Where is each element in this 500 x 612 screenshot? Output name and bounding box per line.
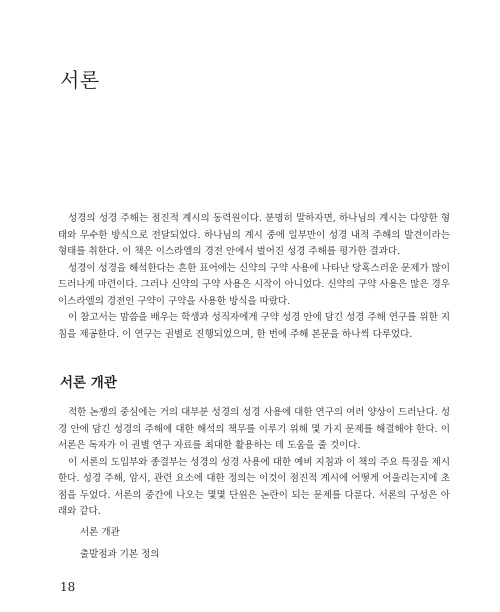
section-outline <box>80 522 159 566</box>
overview-body <box>58 405 450 521</box>
outline-item: 출발점과 기본 정의 <box>80 549 160 560</box>
chapter-title: 서론 <box>60 68 100 92</box>
intro-body <box>58 211 450 343</box>
page-number: 18 <box>60 580 76 594</box>
section-heading: 서론 개관 <box>60 375 117 391</box>
intro-paragraph: 이 참고서는 맘씀을 배우는 학생과 성직자에게 구약 성경 안에 담긴 성경 주해 연구를 위한 지침을 제공한다. 이 연구는 권별로 진행되었으며, 한 번에 주해 본문을 하나씩 다루었다. <box>58 312 450 340</box>
intro-paragraph: 성경이 성경을 해석한다는 흔한 표어에는 신약의 구약 사용에 나타난 당혹스러운 문제가 많이 드러나게 마련이다. 그러나 신약의 구약 사용은 시작이 아니었다. 신약의 구약 사용은 많은 경우 이스라엘의 경전인 구약이 구약을 사용한 방식을 따랐다. <box>58 262 450 307</box>
overview-paragraph: 적한 논쟁의 중심에는 거의 대부분 성경의 성경 사용에 대한 연구의 여러 양상이 드러난다. 성경 안에 담긴 성경의 주해에 대한 해석의 책무를 이루기 위해 몇 가지 문제를 해결해야 한다. 이 서론은 독자가 이 권별 연구 자료를 최대한 활용하는 데 도움을 줄 것이다. <box>58 407 450 451</box>
overview-paragraph: 이 서론의 도입부와 종결부는 성경의 성경 사용에 대한 예비 지침과 이 책의 주요 특징을 제시한다. 성경 주해, 암시, 관련 요소에 대한 정의는 이것이 점진적 계시에 어떻게 어울리는지에 초점을 두었다. 서론의 중간에 나오는 몇몇 단원은 논란이 되는 문제를 다룬다. 서론의 구성은 아래와 같다. <box>58 456 450 517</box>
intro-paragraph: 성경의 성경 주해는 점진적 계시의 동력원이다. 분명히 말하자면, 하나님의 계시는 다양한 형태와 무수한 방식으로 전달되었다. 하나님의 계시 중에 일부만이 성경 내적 주해의 발견이라는 형태를 취한다. 이 책은 이스라엘의 경전 안에서 벌어진 성경 주해를 평가한 결과다. <box>58 213 450 257</box>
outline-item: 서론 개관 <box>80 527 120 538</box>
